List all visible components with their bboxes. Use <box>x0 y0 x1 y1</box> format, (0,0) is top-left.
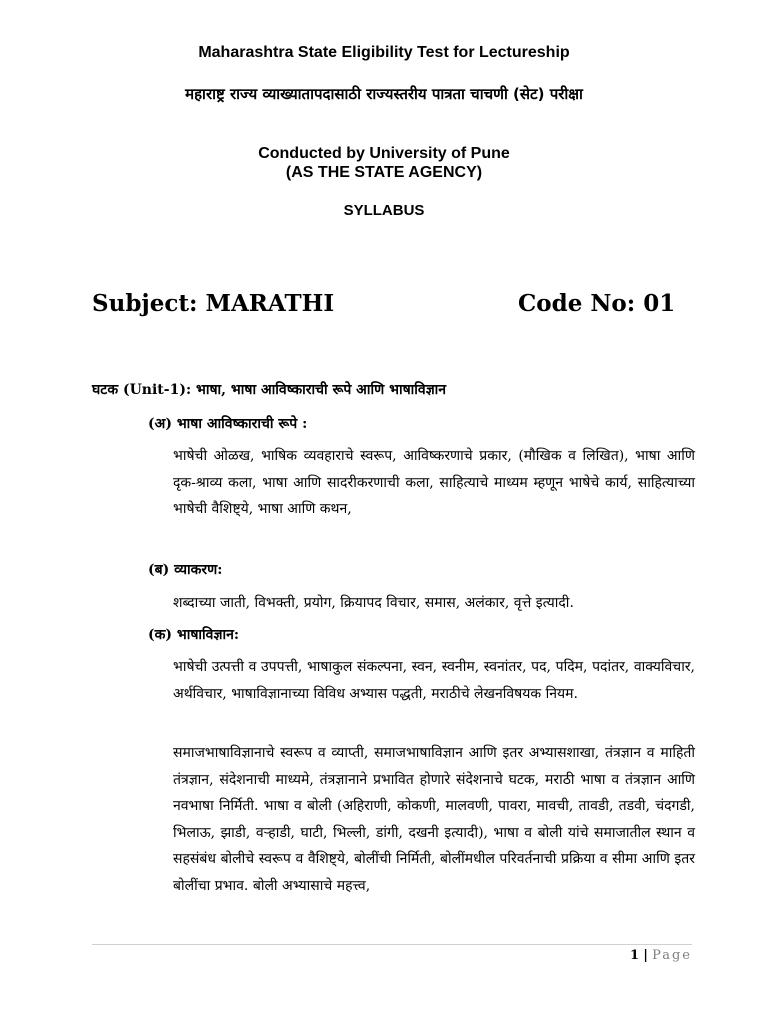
section-a-heading: (अ) भाषा आविष्काराची रूपे : <box>148 416 308 432</box>
page-number-value: 1 <box>630 948 640 963</box>
unit-heading <box>92 380 446 399</box>
footer-divider <box>92 944 692 945</box>
syllabus-heading: SYLLABUS <box>343 202 425 219</box>
section-c-heading: (क) भाषाविज्ञान: <box>148 627 240 643</box>
title-english: Maharashtra State Eligibility Test for Lectureship <box>198 44 570 61</box>
title-marathi: महाराष्ट्र राज्य व्याख्यातापदासाठी राज्यस्तरीय पात्रता चाचणी (सेट) परीक्षा <box>185 85 583 103</box>
page-label: Page <box>652 948 692 963</box>
page-number-separator: | <box>643 948 648 963</box>
page-number <box>630 948 692 963</box>
unit-label: (Unit-1): <box>122 382 192 398</box>
section-c-paragraph-1: भाषेची उत्पत्ती व उपपत्ती, भाषाकुल संकल्पना, स्वन, स्वनीम, स्वनांतर, पद, पदिम, पदांतर, वाक्यविचार, अर्थविचार, भाषाविज्ञानाच्या विविध अभ्यास पद्धती, मराठीचे लेखनविषयक नियम. <box>173 659 695 702</box>
code-number: Code No: 01 <box>518 290 676 317</box>
conducted-by: Conducted by University of Pune <box>258 145 510 162</box>
section-a-paragraph: भाषेची ओळख, भाषिक व्यवहाराचे स्वरूप, आविष्करणाचे प्रकार, (मौखिक व लिखित), भाषा आणि दृक-श्राव्य कला, भाषा आणि सादरीकरणाची कला, साहित्याचे माध्यम म्हणून भाषेचे कार्य, साहित्याच्या भाषेची वैशिष्ट्ये, भाषा आणि कथन, <box>173 448 695 517</box>
conducted-by-block <box>0 144 768 182</box>
unit-title: भाषा, भाषा आविष्काराची रूपे आणि भाषाविज्ञान <box>195 382 447 398</box>
unit-prefix: घटक <box>92 382 119 398</box>
section-c-paragraph-2: समाजभाषाविज्ञानाचे स्वरूप व व्याप्ती, समाजभाषाविज्ञान आणि इतर अभ्यासशाखा, तंत्रज्ञान व माहिती तंत्रज्ञान, संदेशनाची माध्यमे, तंत्रज्ञानाने प्रभावित होणारे संदेशनाचे घटक, मराठी भाषा व तंत्रज्ञान आणि नवभाषा निर्मिती. भाषा व बोली (अहिराणी, कोकणी, मालवणी, पावरा, मावची, तावडी, तडवी, चंदगडी, भिलाऊ, झाडी, वऱ्हाडी, घाटी, भिल्ली, डांगी, दखनी इत्यादी), भाषा व बोली यांचे समाजातील स्थान व सहसंबंध बोलीचे स्वरूप व वैशिष्ट्ये, बोलींची निर्मिती, बोलींमधील परिवर्तनाची प्रक्रिया व सीमा आणि इतर बोलींचा प्रभाव. बोली अभ्यासाचे महत्त्व, <box>173 745 695 894</box>
section-b-paragraph: शब्दाच्या जाती, विभक्ती, प्रयोग, क्रियापद विचार, समास, अलंकार, वृत्ते इत्यादी. <box>173 595 574 611</box>
section-b-heading: (ब) व्याकरण: <box>148 562 223 578</box>
state-agency: (AS THE STATE AGENCY) <box>285 164 483 181</box>
subject-title: Subject: MARATHI <box>92 290 335 317</box>
